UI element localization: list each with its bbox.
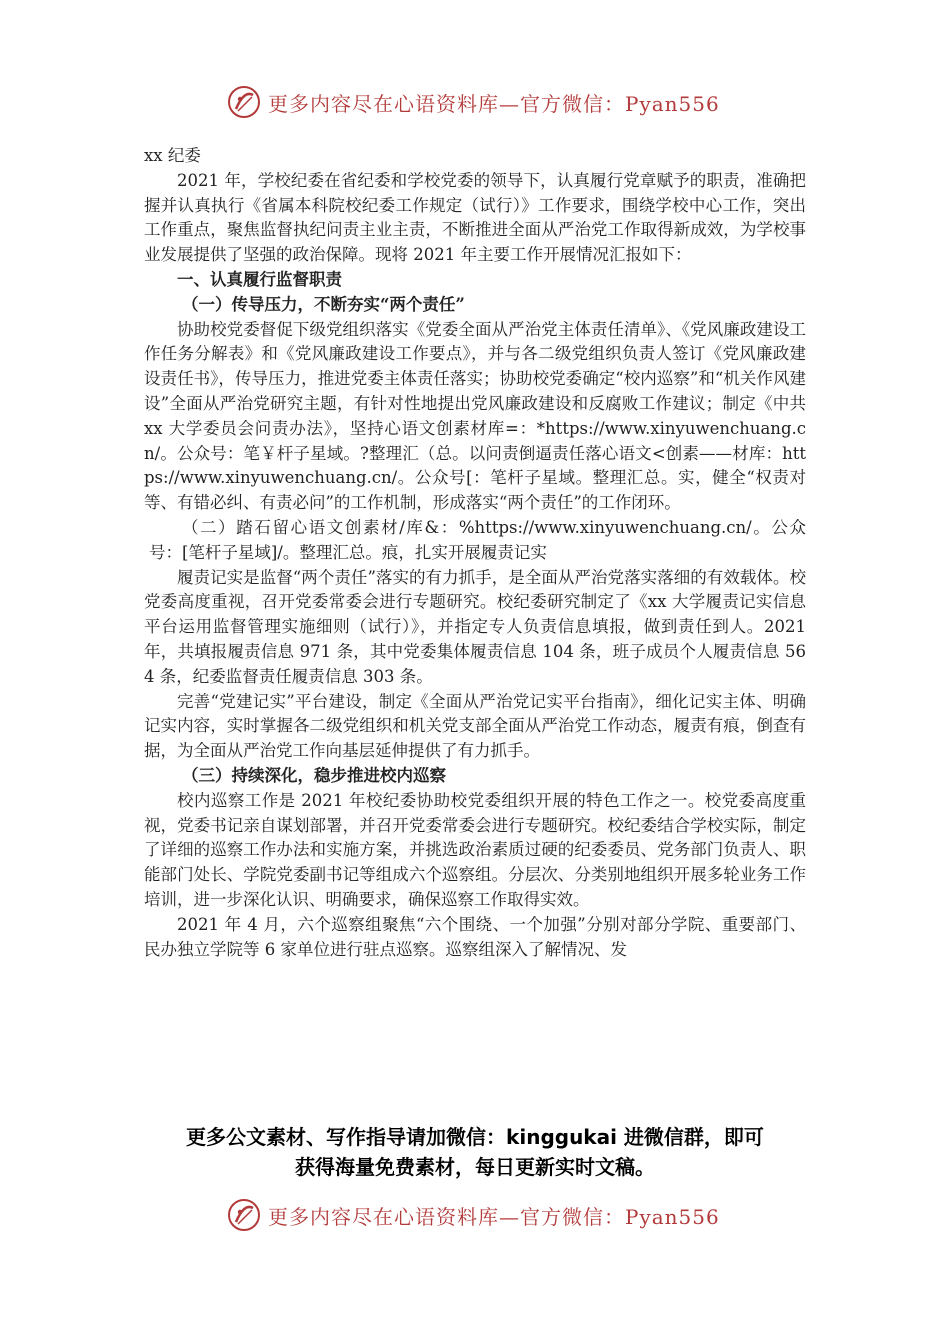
brand-logo-icon: [226, 84, 262, 120]
subsection3-paragraph-2: 2021 年 4 月，六个巡察组聚焦“六个围绕、一个加强”分别对部分学院、重要部门、民办独立学院等 6 家单位进行驻点巡察。巡察组深入了解情况、发: [144, 914, 806, 959]
subsection3-paragraph-1: 校内巡察工作是 2021 年校纪委协助校党委组织开展的特色工作之一。校党委高度重视，党委书记亲自谋划部署，并召开党委常委会进行专题研究。校纪委结合学校实际，制定了详细的巡察工作办法和实施方案，并挑选政治素质过硬的纪委委员、党务部门负责人、职能部门处长、学院党委副书记等组成六个巡察组。分层次、分类别地组织开展多轮业务工作培训，进一步深化认识、明确要求，确保巡察工作取得实效。: [144, 790, 806, 909]
brand-logo-icon: [226, 1197, 262, 1233]
section1-heading: 一、认真履行监督职责: [177, 269, 342, 289]
promo-line-2: 获得海量免费素材，每日更新实时文稿。: [295, 1155, 655, 1179]
subsection1-paragraph: 协助校党委督促下级党组织落实《党委全面从严治党主体责任清单》、《党风廉政建设工作任务分解表》和《党风廉政建设工作要点》，并与各二级党组织负责人签订《党风廉政建设责任书》，传导压力，推进党委主体责任落实；协助校党委确定“校内巡察”和“机关作风建设”全面从严治党研究主题，有针对性地提出党风廉政建设和反腐败工作建议；制定《中共 xx 大学委员会问责办法》，坚持心语文创素材库=：*https://www.xinyuwenchuang.cn/。公众号：笔￥杆子星域。?整理汇（总。以问责倒逼责任落心语文<创素——材库：https://www.xinyuwenchuang.cn/。公众号[：笔杆子星域。整理汇总。实，健全“权责对等、有错必纠、有责必问”的工作机制，形成落实“两个责任”的工作闭环。: [144, 319, 806, 513]
subsection2-paragraph-2: 完善“党建记实”平台建设，制定《全面从严治党记实平台指南》，细化记实主体、明确记实内容，实时掌握各二级党组织和机关党支部全面从严治党工作动态，履责有痕，倒查有据，为全面从严治党工作向基层延伸提供了有力抓手。: [144, 691, 806, 761]
promo-notice: [120, 1122, 830, 1182]
header-banner: [226, 82, 746, 122]
intro-paragraph: 2021 年，学校纪委在省纪委和学校党委的领导下，认真履行党章赋予的职责，准确把握并认真执行《省属本科院校纪委工作规定（试行）》工作要求，围绕学校中心工作，突出工作重点，聚焦监督执纪问责主业主责，不断推进全面从严治党工作取得新成效，为学校事业发展提供了坚强的政治保障。现将 2021 年主要工作开展情况汇报如下：: [144, 170, 806, 265]
document-body: [144, 144, 806, 962]
subsection2-paragraph-1: 履责记实是监督“两个责任”落实的有力抓手，是全面从严治党落实落细的有效载体。校党委高度重视，召开党委常委会进行专题研究。校纪委研究制定了《xx 大学履责记实信息平台运用监督管理实施细则（试行）》，并指定专人负责信息填报，做到责任到人。2021 年，共填报履责信息 971 条，其中党委集体履责信息 104 条，班子成员个人履责信息 564 条，纪委监督责任履责信息 303 条。: [144, 567, 806, 686]
footer-banner-text: 更多内容尽在心语资料库—官方微信：Pyan556: [268, 1204, 720, 1229]
subsection1-heading: （一）传导压力，不断夯实“两个责任”: [181, 294, 465, 314]
addressee: xx 纪委: [144, 146, 201, 165]
header-banner-text: 更多内容尽在心语资料库—官方微信：Pyan556: [268, 91, 720, 116]
subsection3-heading: （三）持续深化，稳步推进校内巡察: [181, 765, 446, 785]
subsection2-heading: （二）踏石留心语文创素材/库&：%https://www.xinyuwenchuang.cn/。公众号：[笔杆子星域]/。整理汇总。痕，扎实开展履责记实: [148, 517, 806, 562]
promo-line-1: 更多公文素材、写作指导请加微信：kinggukai 进微信群，即可: [186, 1125, 764, 1149]
footer-banner: [226, 1195, 746, 1235]
